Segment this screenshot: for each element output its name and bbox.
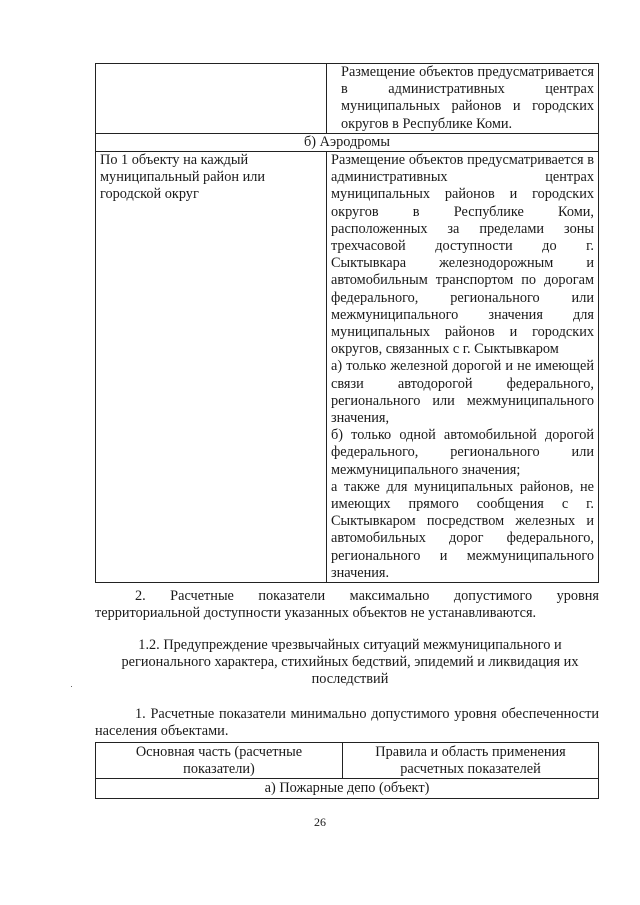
table-row [96,64,599,134]
table-section-row [96,133,599,151]
table-section-row [96,779,599,798]
table-row [96,152,599,583]
rule-text-item-b: б) только одной автомобильной дорогой федерального, регионального или межмуниципального значения; [331,427,594,478]
table-cell-empty [96,64,327,134]
paragraph-min-provision: 1. Расчетные показатели минимально допустимого уровня обеспеченности населения объектами. [95,706,599,740]
rule-text-item-a: а) только железной дорогой и не имеющей связи автодорогой федерального, регионального или межмуниципального значения, [331,358,594,427]
rule-text-item-c: а также для муниципальных районов, не имеющих прямого сообщения с г. Сыктывкаром посредством железных и автомобильных дорог федерального, регионального и межмуниципального значения. [331,478,594,581]
requirements-table-aerodromes [95,63,599,583]
column-header-main-part: Основная часть (расчетные показатели) [96,743,343,779]
section-heading: 1.2. Предупреждение чрезвычайных ситуаций межмуниципального и регионального характера, стихийных бедствий, эпидемий и ликвидация их последствий [121,637,579,688]
requirements-table-fire-stations [95,742,599,799]
table-cell-indicator: По 1 объекту на каждый муниципальный район или городской округ [96,152,327,583]
table-cell-placement-rule [327,152,599,583]
section-title-aerodromes: б) Аэродромы [96,133,599,151]
table-cell-placement-rule: Размещение объектов предусматривается в административных центрах муниципальных районов и городских округов в Республике Коми. [327,64,599,134]
section-title-fire-stations: а) Пожарные депо (объект) [96,779,599,798]
table-header-row [96,743,599,779]
rule-text-main: Размещение объектов предусматривается в административных центрах муниципальных районов и городских округов в Республике Коми, расположенных за пределами зоны трехчасовой доступности до г. Сыктывкара железнодорожным и автомобильным транспортом по дорогам федерального, регионального или межмуниципального значения для муниципальных районов и городских округов, связанных с г. Сыктывкаром [331,152,594,358]
page-number: 26 [314,815,326,829]
column-header-rules: Правила и область применения расчетных показателей [343,743,599,779]
paragraph-max-accessibility: 2. Расчетные показатели максимально допустимого уровня территориальной доступности указанных объектов не устанавливаются. [95,588,599,622]
margin-dot [71,686,72,687]
